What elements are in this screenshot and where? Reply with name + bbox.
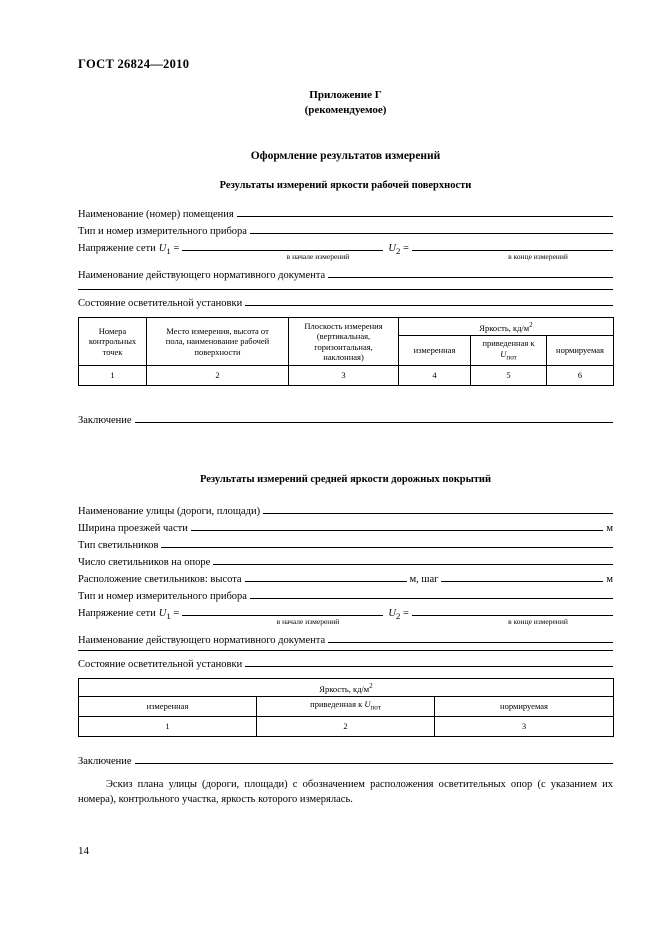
field-conclusion-1	[78, 411, 613, 426]
field-luminaire-step-input[interactable]	[441, 570, 603, 582]
field-voltage-1-u2-input[interactable]	[412, 239, 613, 251]
field-conclusion-1-input[interactable]	[135, 411, 613, 423]
td2-col-num-3: 3	[435, 716, 614, 736]
table-surface-brightness	[78, 317, 614, 386]
th-measurement-place: Место измерения, высота от пола, наименование рабочей поверхности	[147, 318, 289, 366]
field-device-type-1-label: Тип и номер измерительного прибора	[78, 226, 247, 237]
th-brightness-2: Яркость, $кд/м^2$	[79, 679, 614, 697]
field-roadway-width-unit: м	[606, 523, 613, 534]
field-street-name-input[interactable]	[263, 502, 613, 514]
field-normative-doc-1-input-line2[interactable]	[78, 289, 613, 290]
field-installation-state-1-input[interactable]	[245, 294, 613, 306]
field-luminaire-type	[78, 536, 613, 551]
field-installation-state-1-label: Состояние осветительной установки	[78, 298, 243, 309]
th-measurement-plane: Плоскость измерения (вертикальная, горизонтальная, наклонная)	[289, 318, 399, 366]
field-roadway-width-input[interactable]	[191, 519, 604, 531]
field-voltage-1-u1-input[interactable]	[182, 239, 383, 251]
table2-header-row-2	[79, 697, 614, 716]
field-device-type-1	[78, 222, 613, 237]
page-content	[78, 0, 613, 936]
field-device-type-2-input[interactable]	[250, 587, 613, 599]
field-voltage-2-u2-input[interactable]	[412, 604, 613, 616]
field-voltage-2-u1-input[interactable]	[182, 604, 383, 616]
field-luminaire-step-label: м, шаг	[409, 574, 439, 585]
td-col-num-6: 6	[547, 366, 614, 386]
table2-number-row	[79, 716, 614, 736]
field-conclusion-2-label: Заключение	[78, 756, 132, 767]
annex-line2: (рекомендуемое)	[304, 104, 387, 116]
field-installation-state-2	[78, 655, 613, 670]
field-installation-state-2-input[interactable]	[245, 655, 613, 667]
field-voltage-1-u2: $U_2$ =	[388, 243, 409, 257]
td-col-num-2: 2	[147, 366, 289, 386]
field-luminaire-count	[78, 553, 613, 568]
field-normative-doc-1-input[interactable]	[328, 266, 613, 278]
th-measured-1: измеренная	[399, 336, 471, 366]
field-room-name	[78, 205, 613, 220]
th-adjusted-2: приведенная к $U_{пот}$	[257, 697, 435, 716]
field-normative-doc-2	[78, 631, 613, 646]
td-col-num-3: 3	[289, 366, 399, 386]
section2-note: Эскиз плана улицы (дороги, площади) с обозначением расположения осветительных опор (с указанием их номера), контрольного участка, яркость которого измерялась.	[78, 779, 613, 805]
field-normative-doc-1	[78, 266, 613, 281]
caption-end-1: в конце измерений	[508, 252, 568, 261]
th-normalized-1: нормируемая	[547, 336, 614, 366]
field-luminaire-count-label: Число светильников на опоре	[78, 557, 211, 568]
caption-end-2: в конце измерений	[508, 617, 568, 626]
field-voltage-1-u1: $U_1$ =	[158, 243, 180, 257]
field-normative-doc-2-label: Наименование действующего нормативного документа	[78, 635, 326, 646]
section2-title: Результаты измерений средней яркости дорожных покрытий	[199, 474, 492, 485]
td2-col-num-1: 1	[79, 716, 257, 736]
field-device-type-1-input[interactable]	[250, 222, 613, 234]
field-luminaire-type-label: Тип светильников	[78, 540, 159, 551]
annex-line1: Приложение Г	[309, 89, 382, 101]
table2-header-row-1	[79, 679, 614, 697]
td2-col-num-2: 2	[257, 716, 435, 736]
field-normative-doc-1-label: Наименование действующего нормативного документа	[78, 270, 326, 281]
field-luminaire-height-input[interactable]	[245, 570, 407, 582]
field-voltage-2-u2: $U_2$ =	[388, 608, 409, 622]
th-brightness: Яркость, $кд/м^2$	[399, 318, 614, 336]
field-roadway-width	[78, 519, 613, 534]
field-luminaire-type-input[interactable]	[161, 536, 613, 548]
field-room-name-label: Наименование (номер) помещения	[78, 209, 234, 220]
field-luminaire-placement-unit: м	[606, 574, 614, 585]
field-normative-doc-2-input[interactable]	[328, 631, 613, 643]
field-conclusion-2-input[interactable]	[135, 752, 613, 764]
field-luminaire-count-input[interactable]	[213, 553, 613, 565]
field-voltage-2-label: Напряжение сети	[78, 608, 156, 619]
td-col-num-5: 5	[471, 366, 547, 386]
table-road-brightness	[78, 678, 614, 737]
field-luminaire-placement	[78, 570, 613, 585]
field-installation-state-1	[78, 294, 613, 309]
field-voltage-2-u1: $U_1$ =	[158, 608, 180, 622]
table-header-row-1	[79, 318, 614, 336]
table-number-row-1	[79, 366, 614, 386]
th-measured-2: измеренная	[79, 697, 257, 716]
field-street-name	[78, 502, 613, 517]
th-point-numbers: Номера контрольных точек	[79, 318, 147, 366]
field-voltage-1-label: Напряжение сети	[78, 243, 156, 254]
field-conclusion-1-label: Заключение	[78, 415, 132, 426]
field-conclusion-2	[78, 752, 613, 767]
td-col-num-4: 4	[399, 366, 471, 386]
caption-start-1: в начале измерений	[286, 252, 350, 261]
field-room-name-input[interactable]	[237, 205, 613, 217]
th-adjusted-1: приведенная к $U_{пот}$	[471, 336, 547, 366]
field-roadway-width-label: Ширина проезжей части	[78, 523, 188, 534]
annex-heading	[78, 88, 613, 118]
section1-title: Результаты измерений яркости рабочей поверхности	[219, 180, 472, 191]
caption-start-2: в начале измерений	[276, 617, 340, 626]
field-installation-state-2-label: Состояние осветительной установки	[78, 659, 243, 670]
standard-header: ГОСТ 26824—2010	[78, 57, 190, 71]
field-normative-doc-2-input-line2[interactable]	[78, 650, 613, 651]
th-normalized-2: нормируемая	[435, 697, 614, 716]
page-number: 14	[78, 845, 89, 857]
page-title: Оформление результатов измерений	[250, 150, 441, 162]
field-luminaire-placement-label: Расположение светильников: высота	[78, 574, 242, 585]
td-col-num-1: 1	[79, 366, 147, 386]
field-street-name-label: Наименование улицы (дороги, площади)	[78, 506, 261, 517]
field-device-type-2-label: Тип и номер измерительного прибора	[78, 591, 247, 602]
field-device-type-2	[78, 587, 613, 602]
